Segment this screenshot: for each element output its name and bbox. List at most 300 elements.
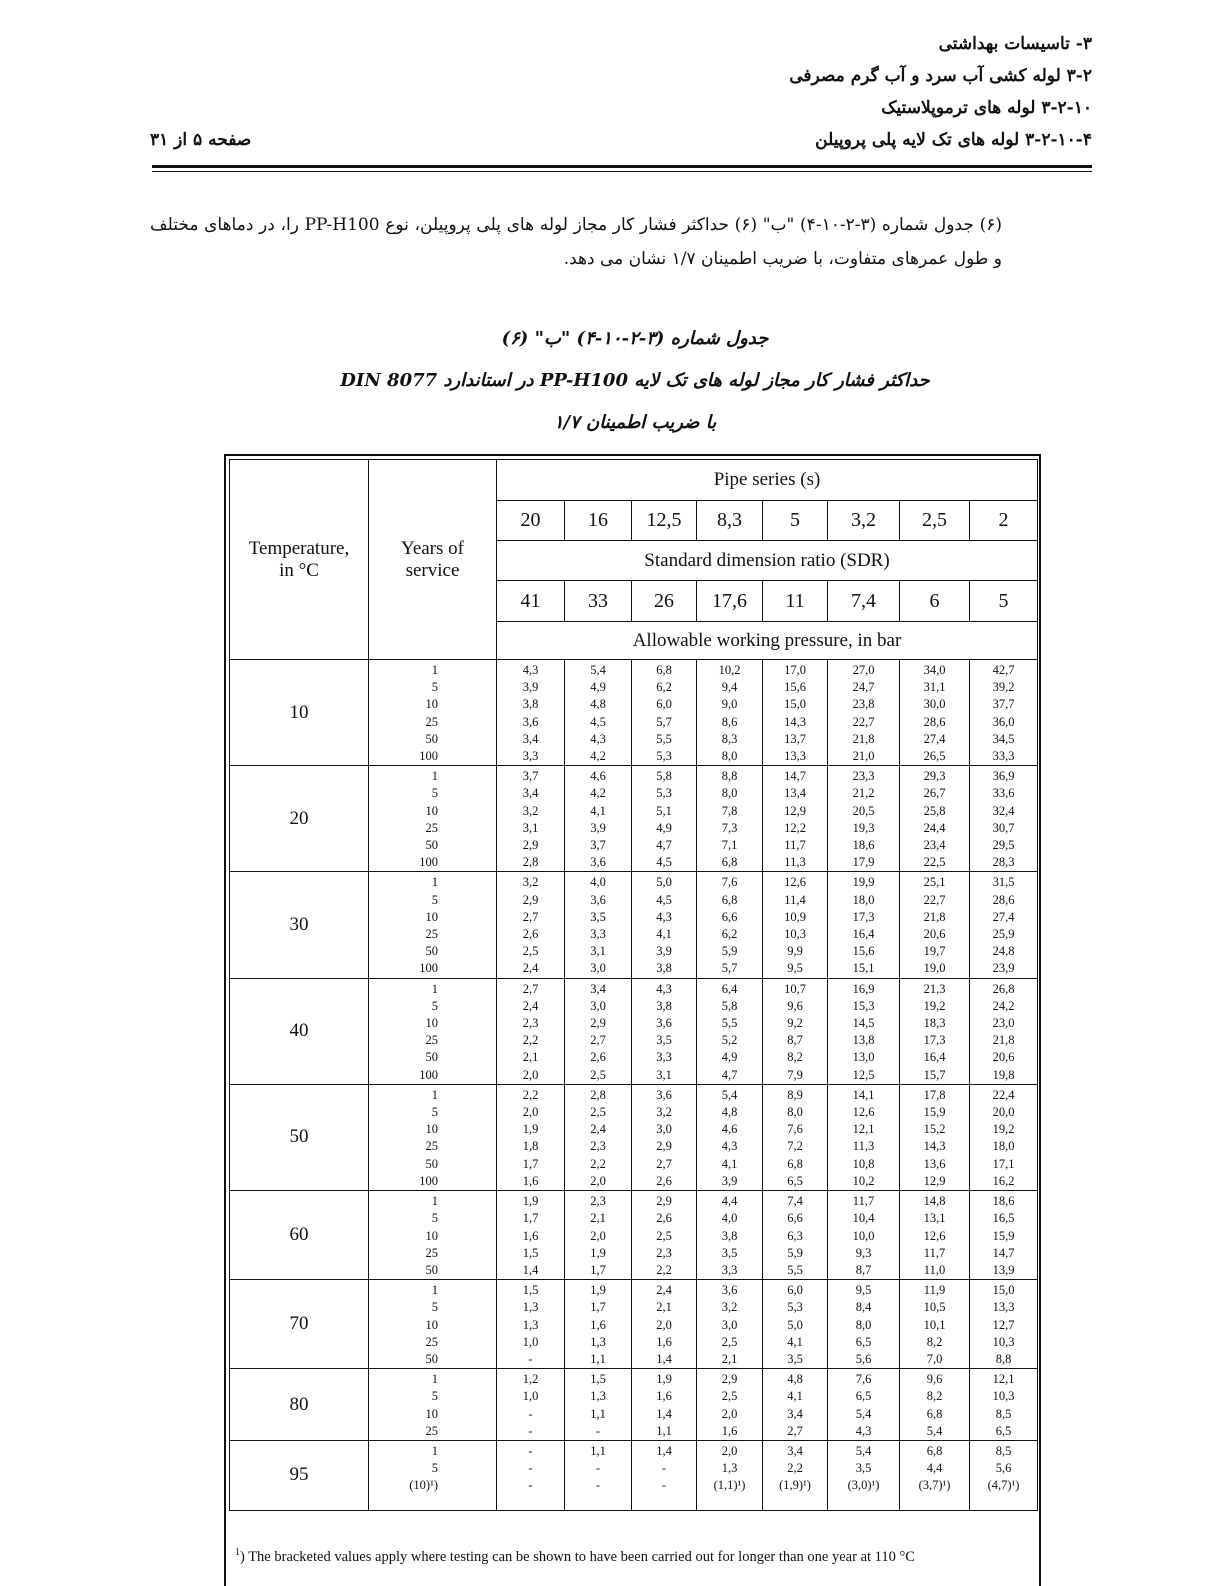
pressure-value: 4,1 bbox=[656, 927, 672, 942]
pressure-value: 7,8 bbox=[721, 803, 738, 818]
pressure-value: 19,8 bbox=[992, 1067, 1015, 1082]
pressure-value: 7,6 bbox=[721, 875, 738, 890]
temperature-cell: 10 bbox=[230, 660, 369, 766]
pressure-cell bbox=[632, 1440, 697, 1510]
pressure-cell bbox=[970, 1084, 1038, 1190]
pressure-value: 17,1 bbox=[992, 1156, 1015, 1171]
pressure-value: 1,9 bbox=[522, 1194, 539, 1209]
pressure-cell bbox=[970, 766, 1038, 872]
pressure-value: 15,2 bbox=[923, 1122, 946, 1137]
pressure-value: 12,6 bbox=[784, 875, 806, 890]
pressure-value: 8,0 bbox=[721, 786, 738, 801]
pressure-value: 21,8 bbox=[923, 909, 946, 924]
pressure-value: 33,3 bbox=[992, 749, 1015, 764]
pressure-value: 24,8 bbox=[992, 944, 1015, 959]
pressure-cell bbox=[497, 1369, 565, 1441]
pressure-value: 2,5 bbox=[721, 1334, 738, 1349]
pressure-cell bbox=[497, 872, 565, 978]
pressure-value: 4,8 bbox=[590, 697, 606, 712]
pressure-value: 22,4 bbox=[992, 1087, 1015, 1102]
pressure-value: 1,5 bbox=[590, 1372, 606, 1387]
pressure-value: 7,1 bbox=[721, 838, 738, 853]
sdr-header: Standard dimension ratio (SDR) bbox=[497, 541, 1038, 581]
pressure-value: 3,9 bbox=[656, 944, 672, 959]
pressure-value: 2,1 bbox=[522, 1050, 539, 1065]
pressure-value: 15,1 bbox=[852, 961, 875, 976]
years-value: 1 bbox=[431, 663, 438, 677]
pressure-value: 2,9 bbox=[656, 1139, 672, 1154]
pressure-value: 2,7 bbox=[522, 909, 539, 924]
pressure-value: 7,4 bbox=[787, 1194, 803, 1209]
pressure-cell bbox=[828, 1084, 900, 1190]
pressure-value: 1,0 bbox=[522, 1334, 539, 1349]
pressure-value: 24,7 bbox=[852, 680, 875, 695]
pressure-value: 3,1 bbox=[522, 820, 539, 835]
pressure-cell bbox=[900, 766, 970, 872]
pressure-value: 22,7 bbox=[852, 714, 875, 729]
pressure-value: 27,4 bbox=[992, 909, 1015, 924]
pressure-cell bbox=[900, 1280, 970, 1369]
pressure-value: 8,7 bbox=[787, 1033, 803, 1048]
pressure-value: 1,6 bbox=[656, 1334, 672, 1349]
pressure-value: 3,2 bbox=[522, 803, 539, 818]
pressure-value: 2,3 bbox=[522, 1016, 539, 1031]
page-number: صفحه ۵ از ۳۱ bbox=[150, 130, 252, 150]
pressure-cell bbox=[697, 1369, 763, 1441]
pressure-value: 9,6 bbox=[926, 1372, 943, 1387]
pressure-value: 13,3 bbox=[992, 1300, 1015, 1315]
pressure-value: 6,8 bbox=[787, 1156, 803, 1171]
page-header bbox=[150, 34, 1092, 162]
pressure-value: 21,8 bbox=[992, 1033, 1015, 1048]
pressure-value: 8,2 bbox=[926, 1334, 943, 1349]
pressure-cell bbox=[900, 1191, 970, 1280]
pressure-value: 5,1 bbox=[656, 803, 672, 818]
pressure-value: 31,5 bbox=[992, 875, 1015, 890]
pressure-cell bbox=[828, 978, 900, 1084]
pressure-value: 7,3 bbox=[721, 820, 738, 835]
years-value: 50 bbox=[425, 1262, 438, 1277]
header-line-1: ۳- تاسیسات بهداشتی bbox=[938, 34, 1092, 54]
pressure-value: 4,3 bbox=[656, 981, 672, 996]
pressure-value: 26,7 bbox=[923, 786, 946, 801]
pressure-value: 6,8 bbox=[926, 1443, 943, 1458]
pressure-value: 2,0 bbox=[590, 1228, 606, 1243]
pressure-value: 24,4 bbox=[923, 820, 946, 835]
pressure-value: 5,6 bbox=[855, 1351, 872, 1366]
pressure-value: 3,5 bbox=[590, 909, 606, 924]
pressure-value: 3,6 bbox=[590, 892, 606, 907]
pressure-value: 5,3 bbox=[656, 749, 672, 764]
pressure-value: 2,4 bbox=[656, 1283, 672, 1298]
pressure-cell bbox=[970, 660, 1038, 766]
pressure-value: 3,2 bbox=[721, 1300, 738, 1315]
pressure-value: - bbox=[661, 1461, 667, 1476]
pressure-cell bbox=[763, 872, 828, 978]
table-row bbox=[230, 1280, 1038, 1369]
pressure-value: - bbox=[528, 1443, 533, 1458]
pressure-value: 1,4 bbox=[656, 1351, 672, 1366]
pressure-cell bbox=[970, 978, 1038, 1084]
pressure-value: 14,5 bbox=[852, 1016, 875, 1031]
pressure-value: 34,5 bbox=[992, 731, 1015, 746]
pressure-value: 31,1 bbox=[923, 680, 946, 695]
pressure-value: 4,9 bbox=[721, 1050, 738, 1065]
pressure-value: 4,1 bbox=[787, 1334, 803, 1349]
years-value: 100 bbox=[419, 855, 438, 870]
pressure-value: 6,0 bbox=[787, 1283, 803, 1298]
header-line-2: ۳-۲ لوله کشی آب سرد و آب گرم مصرفی bbox=[789, 66, 1092, 86]
pressure-value: 18,3 bbox=[923, 1016, 946, 1031]
pressure-table bbox=[229, 459, 1038, 1511]
pressure-value: 28,6 bbox=[992, 892, 1015, 907]
pressure-cell bbox=[632, 1191, 697, 1280]
pressure-value: 13,9 bbox=[992, 1262, 1015, 1277]
pressure-value: 8,5 bbox=[995, 1443, 1012, 1458]
pressure-value: 6,5 bbox=[995, 1423, 1012, 1438]
pipe-series-5: 3,2 bbox=[828, 501, 900, 541]
pressure-cell bbox=[565, 1440, 632, 1510]
years-value: 25 bbox=[425, 1334, 438, 1349]
years-value: 10 bbox=[425, 1016, 438, 1031]
pressure-cell bbox=[697, 1440, 763, 1510]
temperature-cell: 50 bbox=[230, 1084, 369, 1190]
pressure-value: 6,0 bbox=[656, 697, 672, 712]
table-caption-2: حداکثر فشار کار مجاز لوله های تک لایه PP-H100 در استاندارد DIN 8077 bbox=[340, 370, 930, 391]
pressure-value: 1,1 bbox=[656, 1423, 672, 1438]
pressure-value: 7,0 bbox=[926, 1351, 943, 1366]
pressure-value: - bbox=[528, 1351, 533, 1366]
pressure-cell bbox=[497, 766, 565, 872]
pressure-value: 5,5 bbox=[656, 731, 672, 746]
pressure-value: 23,4 bbox=[923, 838, 946, 853]
pressure-value: 2,5 bbox=[522, 944, 539, 959]
pressure-value: 17,8 bbox=[923, 1087, 946, 1102]
pressure-value: 7,9 bbox=[787, 1067, 803, 1082]
sdr-7: 5 bbox=[970, 581, 1038, 622]
pressure-value: - bbox=[528, 1461, 533, 1476]
pressure-value: 2,5 bbox=[721, 1389, 738, 1404]
header-line-4: ۳-۲-۱۰-۴ لوله های تک لایه پلی پروپیلن bbox=[815, 130, 1092, 150]
pipe-series-4: 5 bbox=[763, 501, 828, 541]
pressure-value: 29,5 bbox=[992, 838, 1015, 853]
pressure-value: 12,1 bbox=[992, 1372, 1015, 1387]
pressure-value: 6,8 bbox=[721, 855, 738, 870]
pressure-value: 10,1 bbox=[923, 1317, 946, 1332]
pressure-value: 12,6 bbox=[852, 1105, 875, 1120]
pressure-value: 24,2 bbox=[992, 998, 1015, 1013]
pressure-value: 22,5 bbox=[923, 855, 946, 870]
years-value: 100 bbox=[419, 961, 438, 976]
pressure-value: 30,7 bbox=[992, 820, 1015, 835]
pressure-value: 6,6 bbox=[721, 909, 738, 924]
pressure-value: 9,5 bbox=[787, 961, 803, 976]
pressure-value: 11,4 bbox=[784, 892, 806, 907]
years-value: 25 bbox=[425, 927, 438, 942]
pressure-value: 8,8 bbox=[995, 1351, 1012, 1366]
pressure-value: 2,4 bbox=[522, 961, 539, 976]
years-cell bbox=[369, 660, 497, 766]
pressure-value: 10,2 bbox=[718, 663, 741, 677]
pressure-cell bbox=[900, 1369, 970, 1441]
pressure-cell bbox=[565, 1369, 632, 1441]
years-value: 5 bbox=[431, 1461, 438, 1476]
pressure-value: 32,4 bbox=[992, 803, 1015, 818]
pressure-cell bbox=[497, 1280, 565, 1369]
pressure-value: 3,0 bbox=[721, 1317, 738, 1332]
pressure-value: 3,2 bbox=[656, 1105, 672, 1120]
pressure-value: 6,5 bbox=[855, 1334, 872, 1349]
pressure-value: 12,5 bbox=[852, 1067, 875, 1082]
years-value: 1 bbox=[431, 1372, 438, 1387]
pressure-value: 10,7 bbox=[784, 981, 806, 996]
pressure-value: 7,6 bbox=[855, 1372, 872, 1387]
pressure-value: 8,5 bbox=[995, 1406, 1012, 1421]
pressure-value: 2,0 bbox=[721, 1443, 738, 1458]
pressure-value: 2,1 bbox=[656, 1300, 672, 1315]
pressure-value: 3,2 bbox=[522, 875, 539, 890]
pressure-value: 19,2 bbox=[923, 998, 946, 1013]
temperature-cell: 20 bbox=[230, 766, 369, 872]
pressure-value: 1,8 bbox=[522, 1139, 539, 1154]
pressure-value: 10,9 bbox=[784, 909, 806, 924]
years-value: 1 bbox=[431, 875, 438, 890]
years-value: 5 bbox=[431, 1389, 438, 1404]
pressure-value: 23,3 bbox=[852, 769, 875, 784]
pressure-value: 22,7 bbox=[923, 892, 946, 907]
pressure-cell bbox=[828, 1191, 900, 1280]
pressure-value: 16,9 bbox=[852, 981, 875, 996]
pressure-value: 13,8 bbox=[852, 1033, 875, 1048]
years-value: 1 bbox=[431, 1283, 438, 1298]
pressure-value: 8,7 bbox=[855, 1262, 872, 1277]
pressure-cell bbox=[632, 978, 697, 1084]
pressure-value: 8,6 bbox=[721, 714, 738, 729]
pressure-value: 4,9 bbox=[590, 680, 606, 695]
pressure-value: 4,6 bbox=[590, 769, 606, 784]
pressure-value: 2,7 bbox=[656, 1156, 672, 1171]
years-cell bbox=[369, 1280, 497, 1369]
pressure-value: 12,2 bbox=[784, 820, 806, 835]
pressure-value: - bbox=[528, 1423, 533, 1438]
pressure-cell bbox=[697, 766, 763, 872]
pressure-cell bbox=[763, 1191, 828, 1280]
pressure-value: 4,3 bbox=[855, 1423, 872, 1438]
pressure-value: 11,7 bbox=[923, 1245, 946, 1260]
years-value: 50 bbox=[425, 944, 438, 959]
pressure-cell bbox=[970, 1440, 1038, 1510]
pressure-value: 1,1 bbox=[590, 1406, 606, 1421]
temperature-cell: 30 bbox=[230, 872, 369, 978]
pressure-value: 18,0 bbox=[852, 892, 875, 907]
pressure-value: 30,0 bbox=[923, 697, 946, 712]
pressure-value: 1,6 bbox=[721, 1423, 738, 1438]
pressure-value: 3,8 bbox=[656, 998, 672, 1013]
pressure-value: 4,4 bbox=[721, 1194, 738, 1209]
pressure-cell bbox=[970, 1369, 1038, 1441]
pressure-value: 23,8 bbox=[852, 697, 875, 712]
pressure-value: 15,0 bbox=[992, 1283, 1015, 1298]
pressure-value: 2,9 bbox=[590, 1016, 606, 1031]
pressure-value: 19,2 bbox=[992, 1122, 1015, 1137]
pressure-value: 3,9 bbox=[590, 820, 606, 835]
pressure-value: 6,8 bbox=[656, 663, 672, 677]
pressure-value: 26,8 bbox=[992, 981, 1015, 996]
pressure-value: 11,9 bbox=[923, 1283, 946, 1298]
pressure-value: 3,5 bbox=[656, 1033, 672, 1048]
pressure-cell bbox=[565, 1191, 632, 1280]
pressure-value: 4,2 bbox=[590, 749, 606, 764]
pressure-value: 1,7 bbox=[590, 1300, 606, 1315]
pressure-value: 5,4 bbox=[721, 1087, 738, 1102]
pressure-value: 2,9 bbox=[656, 1194, 672, 1209]
pressure-value: 12,9 bbox=[784, 803, 806, 818]
pressure-value: 8,0 bbox=[787, 1105, 803, 1120]
table-row bbox=[230, 978, 1038, 1084]
pressure-value: 14,7 bbox=[784, 769, 806, 784]
pressure-value: 23,0 bbox=[992, 1016, 1015, 1031]
pressure-value: 11,7 bbox=[784, 838, 806, 853]
pressure-value: 4,8 bbox=[787, 1372, 803, 1387]
pressure-value: 2,3 bbox=[590, 1139, 606, 1154]
temperature-cell: 60 bbox=[230, 1191, 369, 1280]
pressure-value: 1,3 bbox=[590, 1334, 606, 1349]
pressure-value: 11,7 bbox=[852, 1194, 875, 1209]
pressure-value: 37,7 bbox=[992, 697, 1015, 712]
temperature-cell: 80 bbox=[230, 1369, 369, 1441]
pressure-value: 19,9 bbox=[852, 875, 875, 890]
pressure-value: 17,9 bbox=[852, 855, 875, 870]
pressure-value: 5,7 bbox=[656, 714, 672, 729]
pressure-value: 3,7 bbox=[590, 838, 606, 853]
pressure-cell bbox=[497, 978, 565, 1084]
pressure-cell bbox=[697, 1084, 763, 1190]
pressure-value: 3,3 bbox=[656, 1050, 672, 1065]
pressure-cell bbox=[697, 1280, 763, 1369]
pressure-value: 3,4 bbox=[522, 786, 539, 801]
pressure-value: 3,3 bbox=[522, 749, 539, 764]
pressure-value: 7,2 bbox=[787, 1139, 803, 1154]
pressure-value: 28,6 bbox=[923, 714, 946, 729]
pressure-value: 3,3 bbox=[721, 1262, 738, 1277]
pressure-value: 1,7 bbox=[522, 1156, 539, 1171]
pressure-value: 2,0 bbox=[656, 1317, 672, 1332]
table-row bbox=[230, 872, 1038, 978]
pressure-value: 4,9 bbox=[656, 820, 672, 835]
pressure-value: 1,3 bbox=[721, 1461, 738, 1476]
pressure-value: 3,8 bbox=[656, 961, 672, 976]
pressure-value: 2,1 bbox=[721, 1351, 738, 1366]
pressure-value: 3,6 bbox=[656, 1087, 672, 1102]
pressure-value: 4,4 bbox=[926, 1461, 943, 1476]
pressure-value: 39,2 bbox=[992, 680, 1015, 695]
pressure-value: 25,9 bbox=[992, 927, 1015, 942]
years-value: 10 bbox=[425, 909, 438, 924]
pressure-value: 3,4 bbox=[787, 1406, 803, 1421]
pressure-cell bbox=[565, 660, 632, 766]
pressure-value: 2,9 bbox=[522, 838, 539, 853]
years-value: 25 bbox=[425, 1033, 438, 1048]
pressure-value: 11,3 bbox=[784, 855, 806, 870]
pressure-value: 16,4 bbox=[923, 1050, 946, 1065]
pressure-value: 2,2 bbox=[522, 1087, 539, 1102]
pressure-value: 6,8 bbox=[721, 892, 738, 907]
pressure-value: 3,1 bbox=[590, 944, 606, 959]
pressure-value: 6,4 bbox=[721, 981, 738, 996]
temperature-header: Temperature, in °C bbox=[230, 460, 369, 660]
pressure-value: 1,5 bbox=[522, 1245, 539, 1260]
pressure-value: 15,6 bbox=[784, 680, 806, 695]
sdr-2: 26 bbox=[632, 581, 697, 622]
pressure-value: 5,3 bbox=[787, 1300, 803, 1315]
pressure-cell bbox=[828, 766, 900, 872]
pressure-value: 6,2 bbox=[656, 680, 672, 695]
pressure-cell bbox=[900, 872, 970, 978]
pressure-value: 21,2 bbox=[852, 786, 875, 801]
footnote-text: ) The bracketed values apply where testing can be shown to have been carried out for longer than one year at 110 °C bbox=[240, 1548, 915, 1565]
pressure-value: 1,4 bbox=[522, 1262, 539, 1277]
pressure-value: 3,4 bbox=[522, 731, 539, 746]
pressure-value: 3,0 bbox=[656, 1122, 672, 1137]
pressure-value: 13,3 bbox=[784, 749, 806, 764]
pressure-value: 1,9 bbox=[522, 1122, 539, 1137]
years-value: 10 bbox=[425, 1122, 438, 1137]
pipe-series-1: 16 bbox=[565, 501, 632, 541]
pressure-value: 29,3 bbox=[923, 769, 946, 784]
pressure-value: 10,3 bbox=[784, 927, 806, 942]
pressure-value: 5,6 bbox=[995, 1461, 1012, 1476]
pressure-value: 3,9 bbox=[522, 680, 539, 695]
pressure-cell bbox=[565, 1084, 632, 1190]
pressure-value: 14,7 bbox=[992, 1245, 1015, 1260]
pressure-value: 3,6 bbox=[522, 714, 539, 729]
years-value: 50 bbox=[425, 838, 438, 853]
pressure-value: 8,4 bbox=[855, 1300, 872, 1315]
years-cell bbox=[369, 1369, 497, 1441]
pressure-cell bbox=[565, 1280, 632, 1369]
pressure-cell bbox=[632, 766, 697, 872]
pressure-value: 26,5 bbox=[923, 749, 946, 764]
sdr-5: 7,4 bbox=[828, 581, 900, 622]
pressure-value: 9,2 bbox=[787, 1016, 803, 1031]
years-value: 50 bbox=[425, 731, 438, 746]
pressure-value: 36,9 bbox=[992, 769, 1015, 784]
pressure-value: 9,3 bbox=[855, 1245, 872, 1260]
temperature-cell: 40 bbox=[230, 978, 369, 1084]
pressure-value: 5,4 bbox=[590, 663, 606, 677]
pressure-cell bbox=[970, 1191, 1038, 1280]
pressure-value: 5,5 bbox=[721, 1016, 738, 1031]
pressure-value: 13,6 bbox=[923, 1156, 946, 1171]
pressure-value: 2,2 bbox=[656, 1262, 672, 1277]
pressure-value: 5,8 bbox=[721, 998, 738, 1013]
pressure-cell bbox=[900, 1084, 970, 1190]
pressure-cell bbox=[632, 1084, 697, 1190]
pressure-value: (3,7)¹) bbox=[918, 1478, 951, 1493]
pressure-value: 36,0 bbox=[992, 714, 1015, 729]
pressure-value: 1,3 bbox=[590, 1389, 606, 1404]
years-value: 100 bbox=[419, 1067, 438, 1082]
pressure-value: 2,6 bbox=[590, 1050, 606, 1065]
pressure-value: 18,6 bbox=[852, 838, 875, 853]
pressure-value: 5,7 bbox=[721, 961, 738, 976]
pressure-value: 2,0 bbox=[590, 1173, 606, 1188]
pressure-value: 2,9 bbox=[522, 892, 539, 907]
years-value: 5 bbox=[431, 786, 438, 801]
pressure-value: 5,4 bbox=[855, 1406, 872, 1421]
intro-paragraph: (۶) جدول شماره (۳-۲-۱۰-۴) "ب" (۶) حداکثر فشار کار مجاز لوله های پلی پروپیلن، نوع PP-H100 را، در دماهای مختلف و طول عمرهای متفاوت، با ضریب اطمینان ۱/۷ نشان می دهد. bbox=[150, 215, 1002, 269]
pressure-value: 6,5 bbox=[855, 1389, 872, 1404]
